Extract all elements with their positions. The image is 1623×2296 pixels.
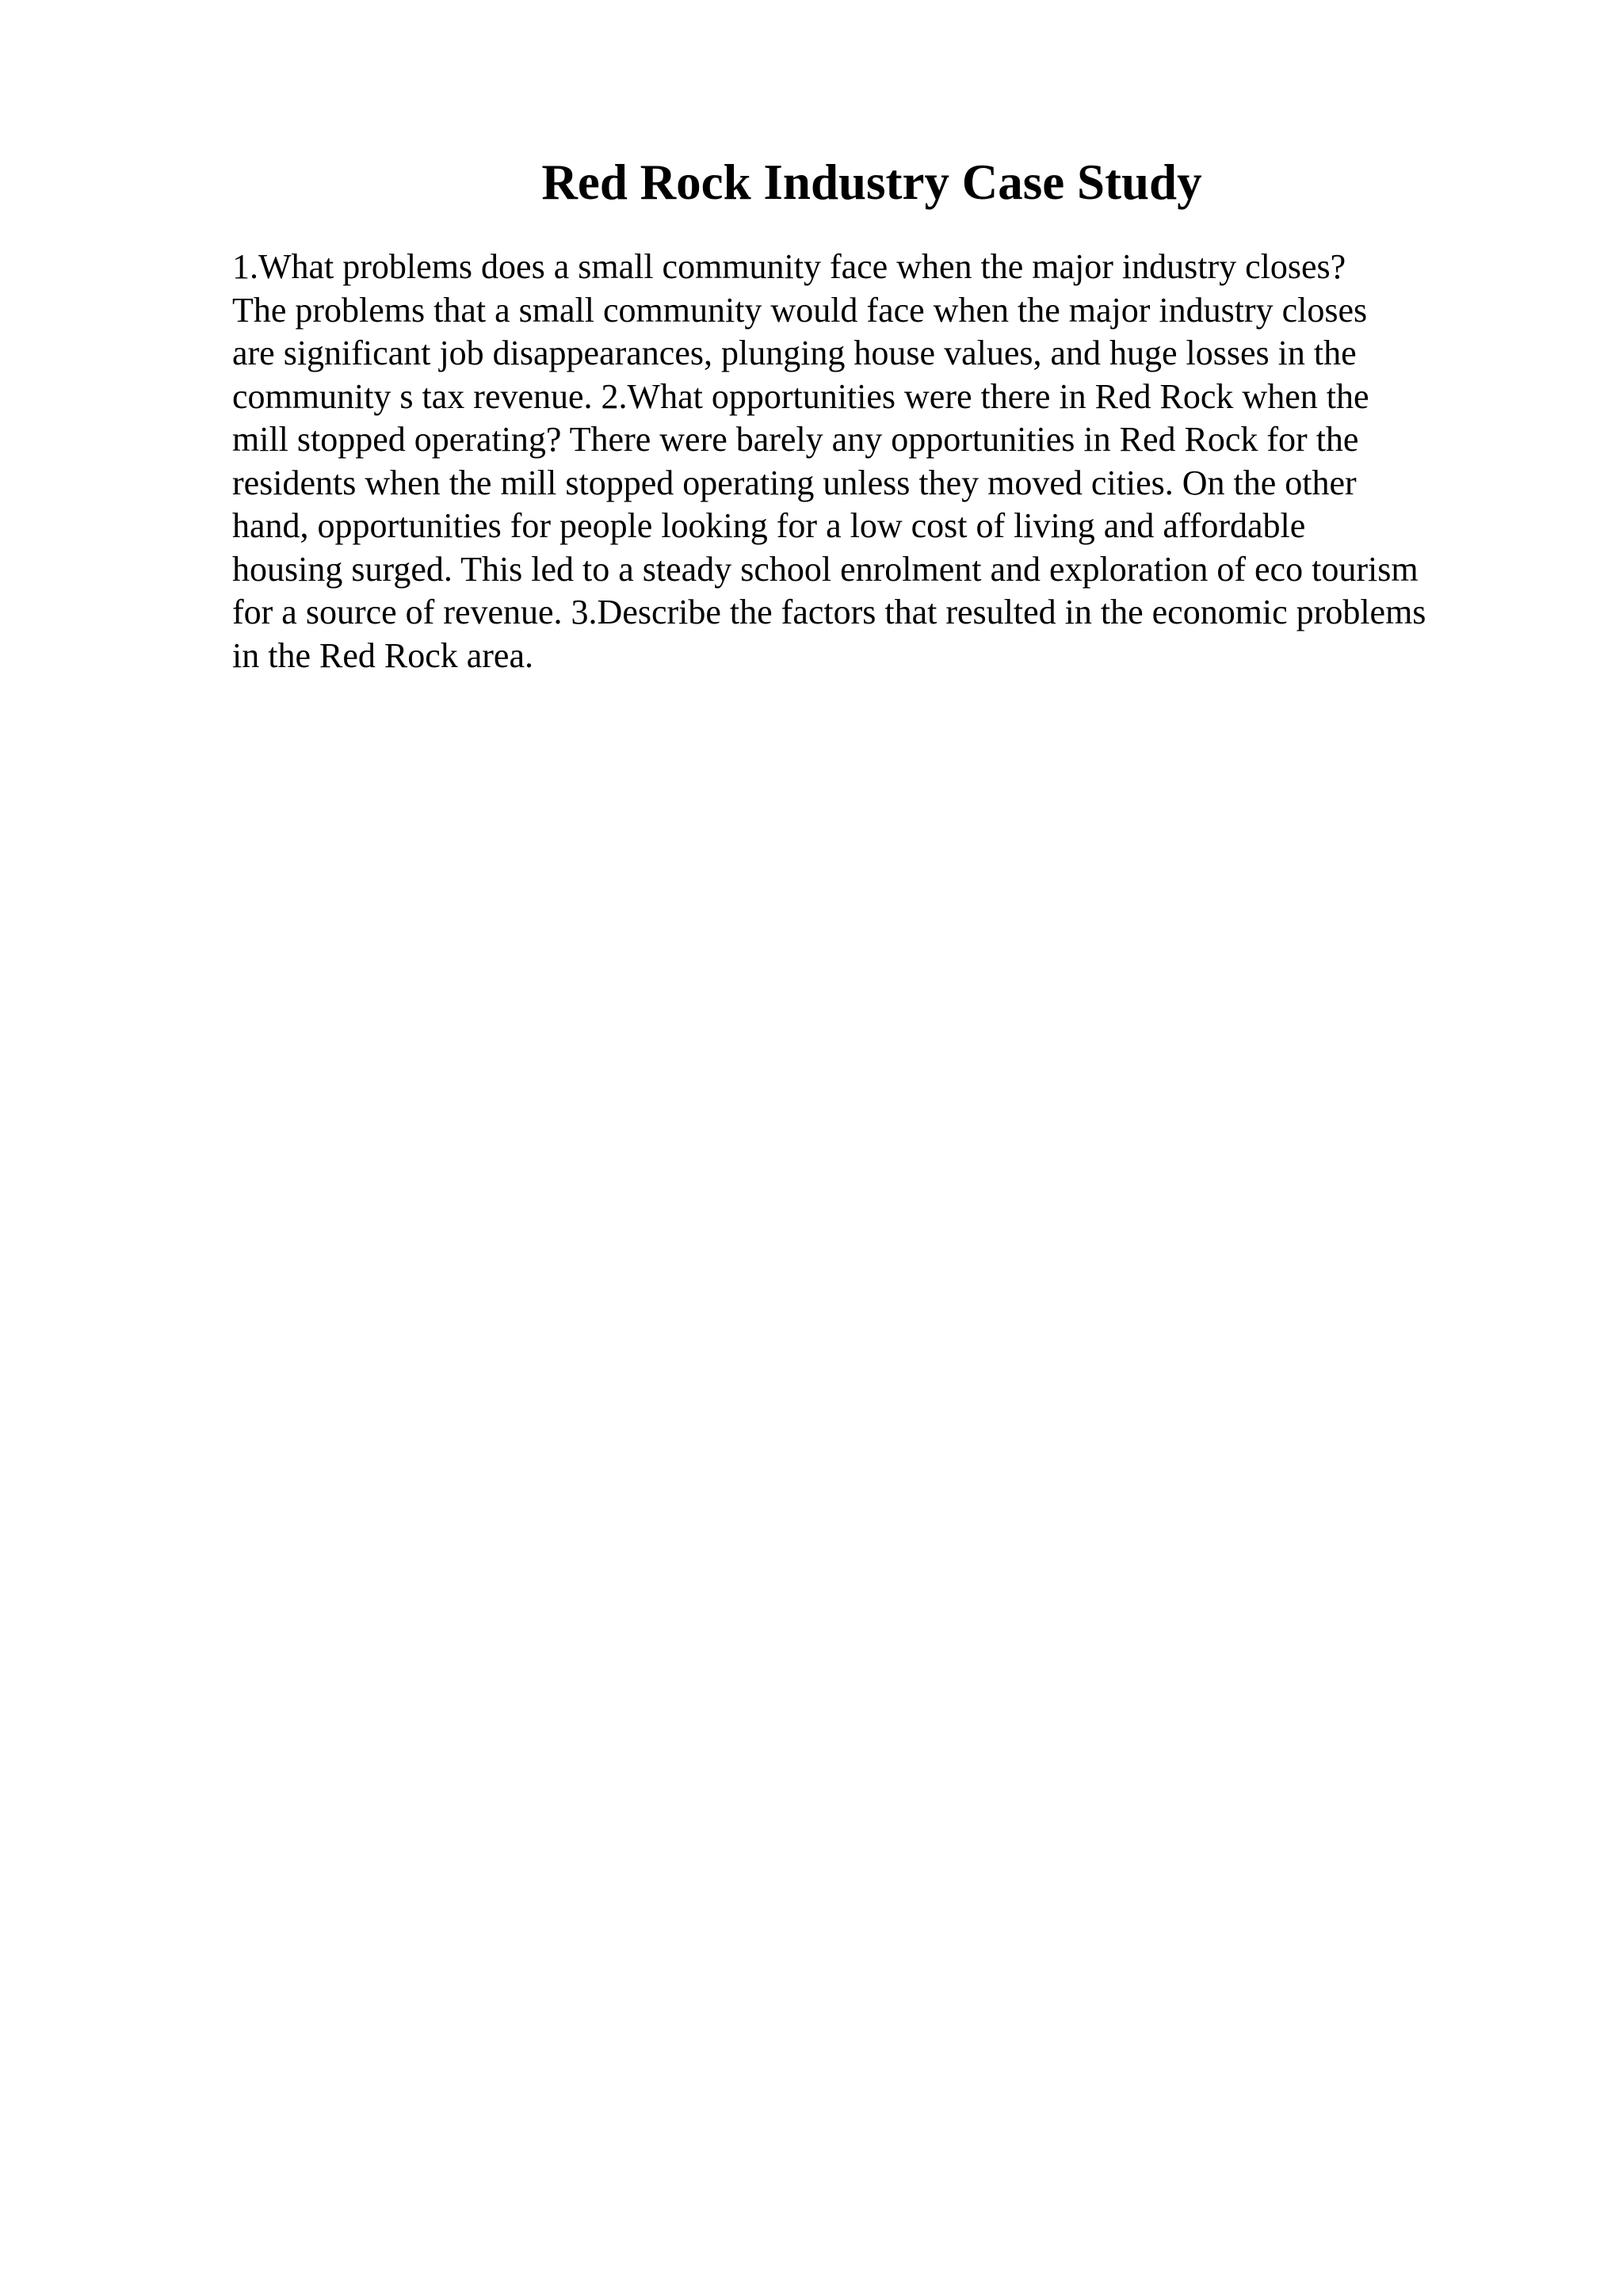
body-line: for a source of revenue. 3.Describe the factors that resulted in the economic problems [232, 593, 1426, 631]
body-line: 1.What problems does a small community face when the major industry closes? [232, 247, 1346, 286]
body-line: The problems that a small community would face when the major industry closes [232, 290, 1368, 330]
document-body [232, 246, 1516, 677]
body-line: housing surged. This led to a steady school enrolment and exploration of eco tourism [232, 549, 1419, 589]
body-line: community s tax revenue. 2.What opportunities were there in Red Rock when the [232, 376, 1369, 416]
body-line: hand, opportunities for people looking for a low cost of living and affordable [232, 506, 1306, 545]
body-line: mill stopped operating? There were barely any opportunities in Red Rock for the [232, 420, 1359, 459]
body-line: are significant job disappearances, plunging house values, and huge losses in the [232, 334, 1357, 372]
document-title: Red Rock Industry Case Study [541, 154, 1202, 210]
body-line: in the Red Rock area. [232, 635, 533, 675]
body-line: residents when the mill stopped operating unless they moved cities. On the other [232, 463, 1357, 502]
